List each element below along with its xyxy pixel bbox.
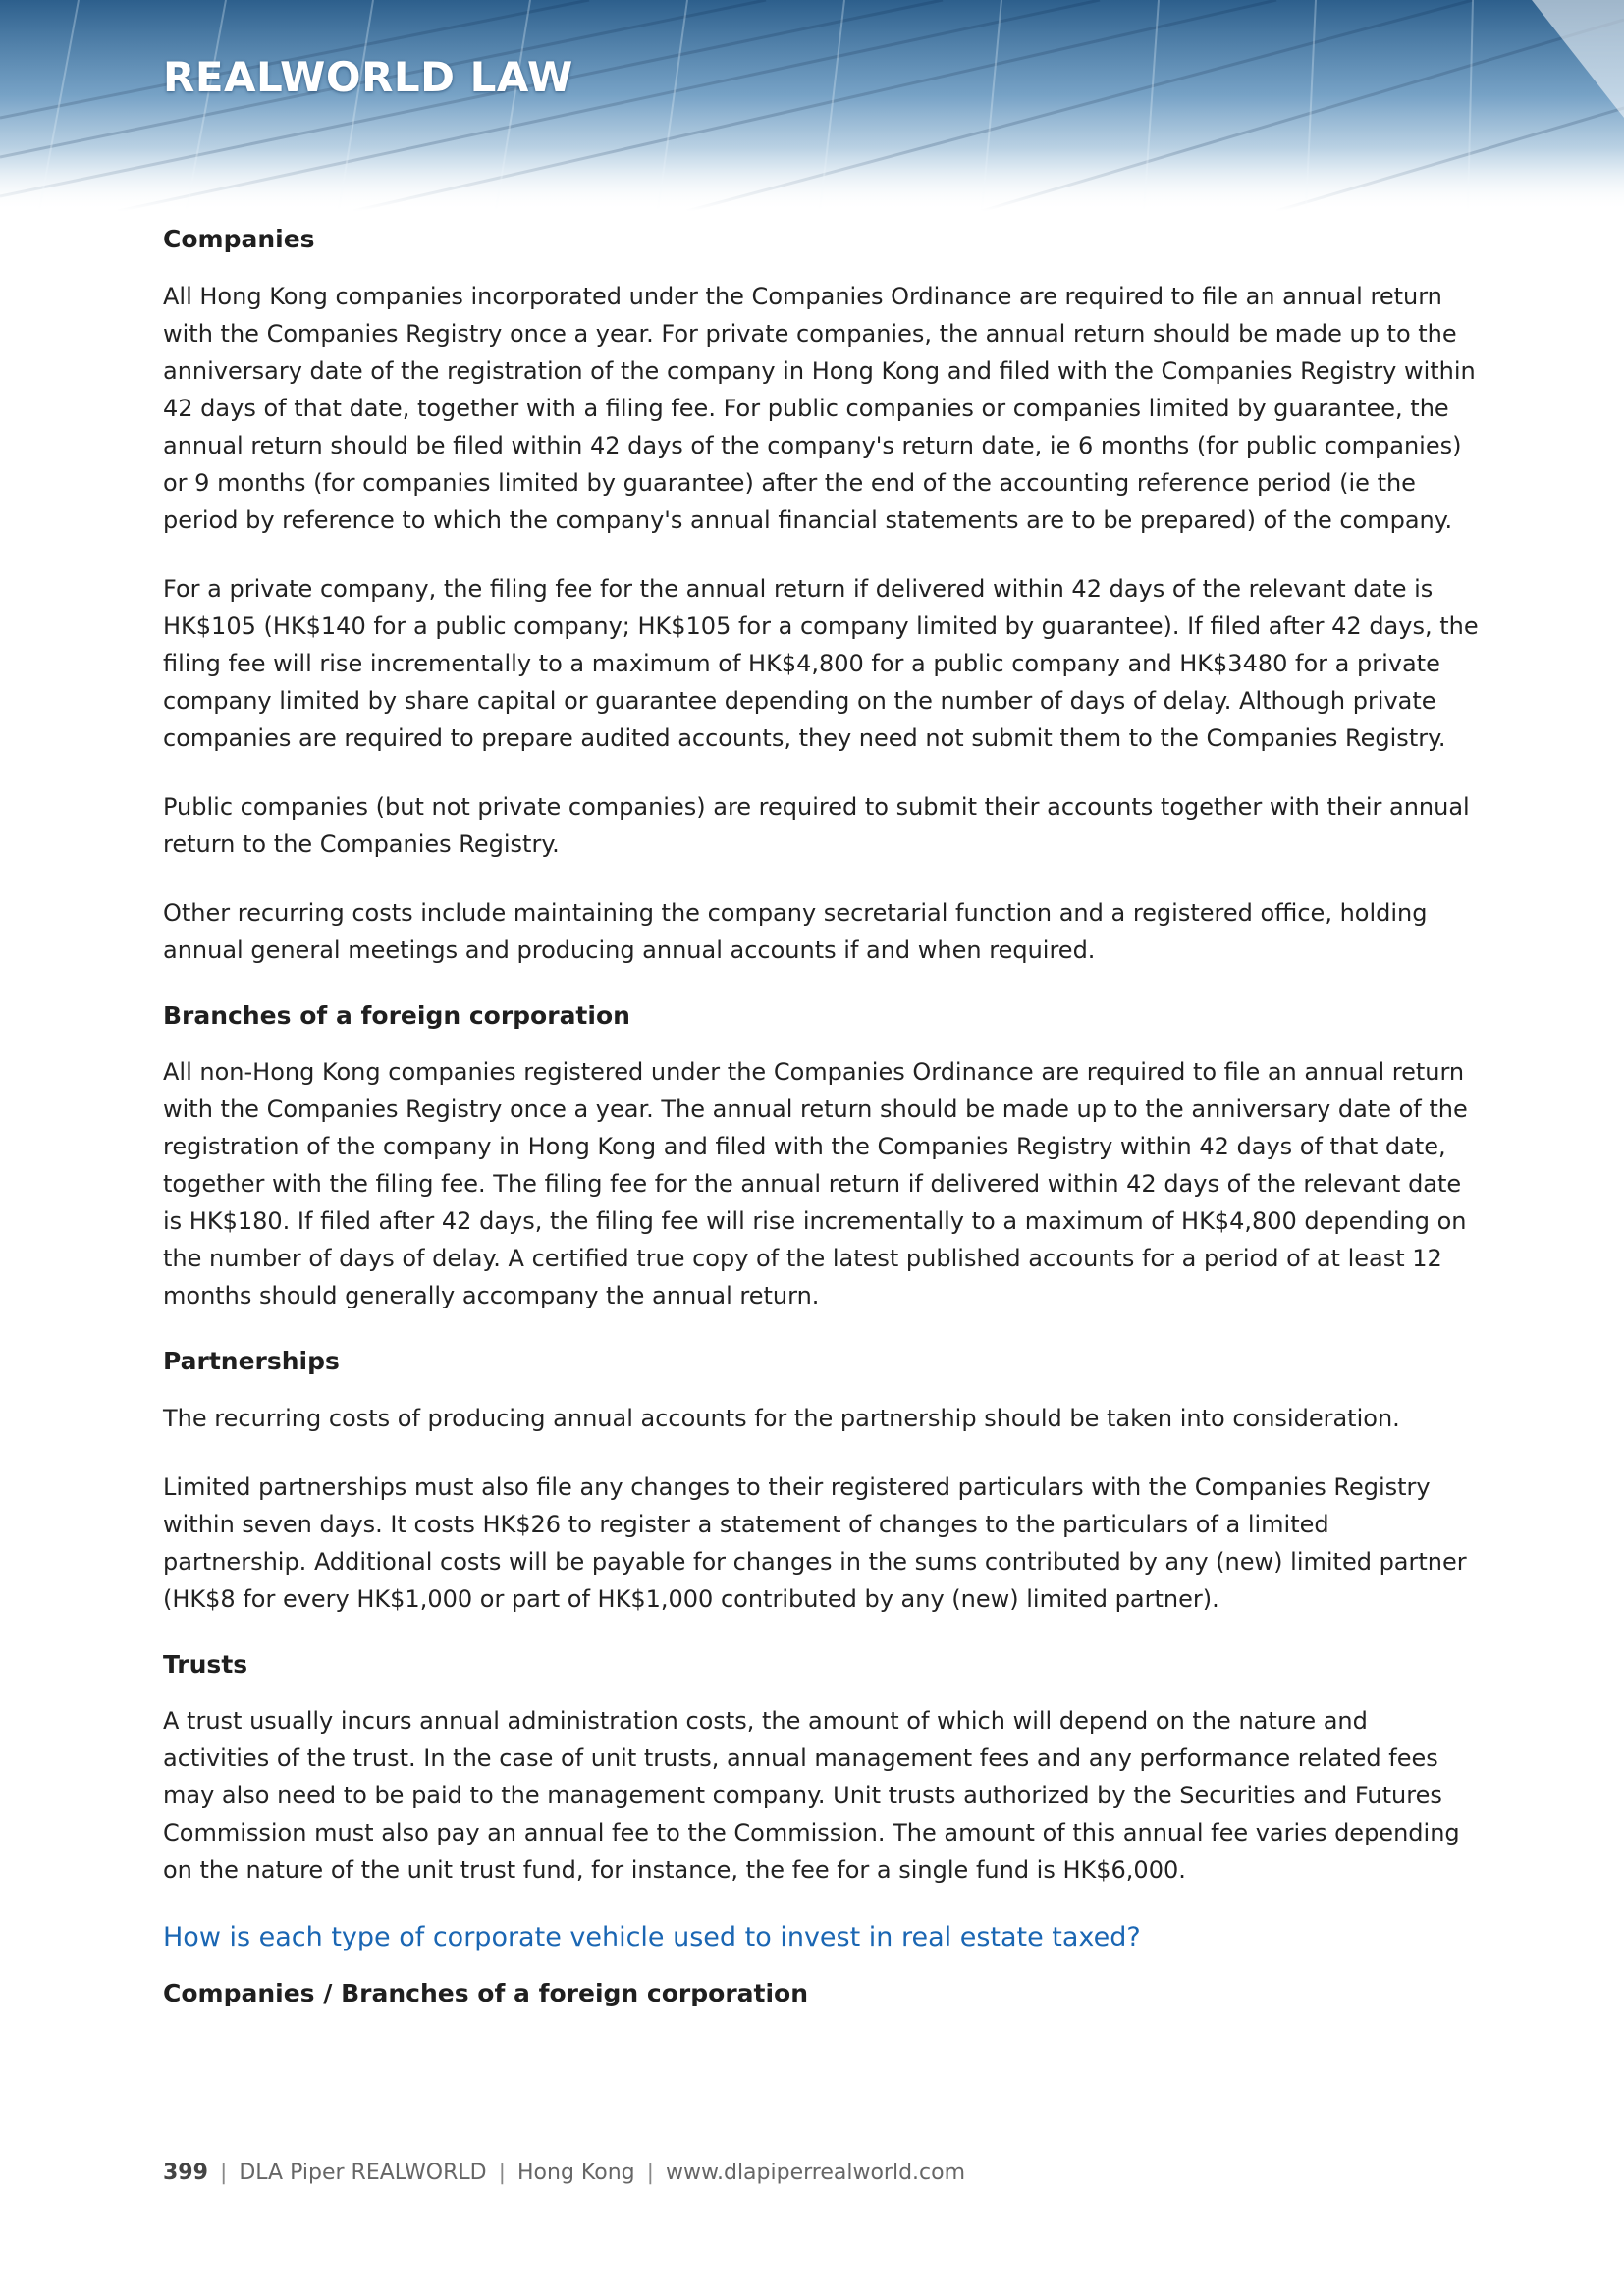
section-partnerships — [163, 1346, 1479, 1618]
section-heading: Partnerships — [163, 1347, 340, 1375]
page-number: 399 — [163, 2161, 208, 2185]
section-heading: Companies — [163, 225, 315, 253]
section-heading: Branches of a foreign corporation — [163, 1000, 630, 1030]
country-name: Hong Kong — [517, 2161, 635, 2185]
section-companies — [163, 224, 1479, 969]
brand-title: REALWORLD LAW — [163, 53, 573, 101]
page-footer — [163, 2161, 965, 2185]
building-facade-image — [0, 0, 1624, 211]
publication-name: DLA Piper REALWORLD — [239, 2161, 487, 2185]
paragraph: A trust usually incurs annual administration costs, the amount of which will depend on the nature and activities of the trust. In the case of unit trusts, annual management fees and any performance related fees may also need to be paid to the management company. Unit trusts authorized by the Securities and Futures Commission must also pay an annual fee to the Commission. The amount of this annual fee varies depending on the nature of the unit trust fund, for instance, the fee for a single fund is HK$6,000. — [163, 1707, 1460, 1884]
paragraph: Other recurring costs include maintaining the company secretarial function and a registered office, holding annual general meetings and producing annual accounts if and when required. — [163, 898, 1428, 964]
section-branches — [163, 1000, 1479, 1315]
paragraph: Limited partnerships must also file any changes to their registered particulars with the Companies Registry within seven days. It costs HK$26 to register a statement of changes to the particulars of a limited partnership. Additional costs will be payable for changes in the sums contributed by any (new) limited partner (HK$8 for every HK$1,000 or part of HK$1,000 contributed by any (new) limited partner). — [163, 1472, 1467, 1613]
section-heading: Trusts — [163, 1649, 248, 1679]
footer-separator: | — [646, 2161, 655, 2185]
paragraph: All Hong Kong companies incorporated under the Companies Ordinance are required to file an annual return with the Companies Registry once a year. For private companies, the annual return should be made up to the anniversary date of the registration of the company in Hong Kong and filed with the Companies Registry within 42 days of that date, together with a filing fee. For public companies or companies limited by guarantee, the annual return should be filed within 42 days of the company's return date, ie 6 months (for public companies) or 9 months (for companies limited by guarantee) after the end of the accounting reference period (ie the period by reference to which the company's annual financial statements are to be prepared) of the company. — [163, 282, 1476, 534]
section-trusts — [163, 1649, 1479, 1890]
question-heading: How is each type of corporate vehicle used to invest in real estate taxed? — [163, 1922, 1141, 1952]
paragraph: Public companies (but not private companies) are required to submit their accounts together with their annual return to the Companies Registry. — [163, 792, 1470, 858]
footer-separator: | — [498, 2161, 506, 2185]
website-link[interactable]: www.dlapiperrealworld.com — [666, 2161, 966, 2185]
paragraph: All non-Hong Kong companies registered under the Companies Ordinance are required to file an annual return with the Companies Registry once a year. The annual return should be made up to the anniversary date of the registration of the company in Hong Kong and filed with the Companies Registry within 42 days of that date, together with the filing fee. The filing fee for the annual return if delivered within 42 days of the relevant date is HK$180. If filed after 42 days, the filing fee will rise incrementally to a maximum of HK$4,800 depending on the number of days of delay. A certified true copy of the latest published accounts for a period of at least 12 months should generally accompany the annual return. — [163, 1058, 1468, 1309]
section-heading: Companies / Branches of a foreign corporation — [163, 1979, 809, 2008]
header-banner — [0, 0, 1624, 211]
footer-separator: | — [219, 2161, 228, 2185]
document-body — [163, 224, 1479, 2032]
paragraph: For a private company, the filing fee for the annual return if delivered within 42 days of the relevant date is HK$105 (HK$140 for a public company; HK$105 for a company limited by guarantee). If filed after 42 days, the filing fee will rise incrementally to a maximum of HK$4,800 for a public company and HK$3480 for a private company limited by share capital or guarantee depending on the number of days of delay. Although private companies are required to prepare audited accounts, they need not submit them to the Companies Registry. — [163, 574, 1479, 752]
paragraph: The recurring costs of producing annual accounts for the partnership should be taken into consideration. — [163, 1404, 1400, 1432]
